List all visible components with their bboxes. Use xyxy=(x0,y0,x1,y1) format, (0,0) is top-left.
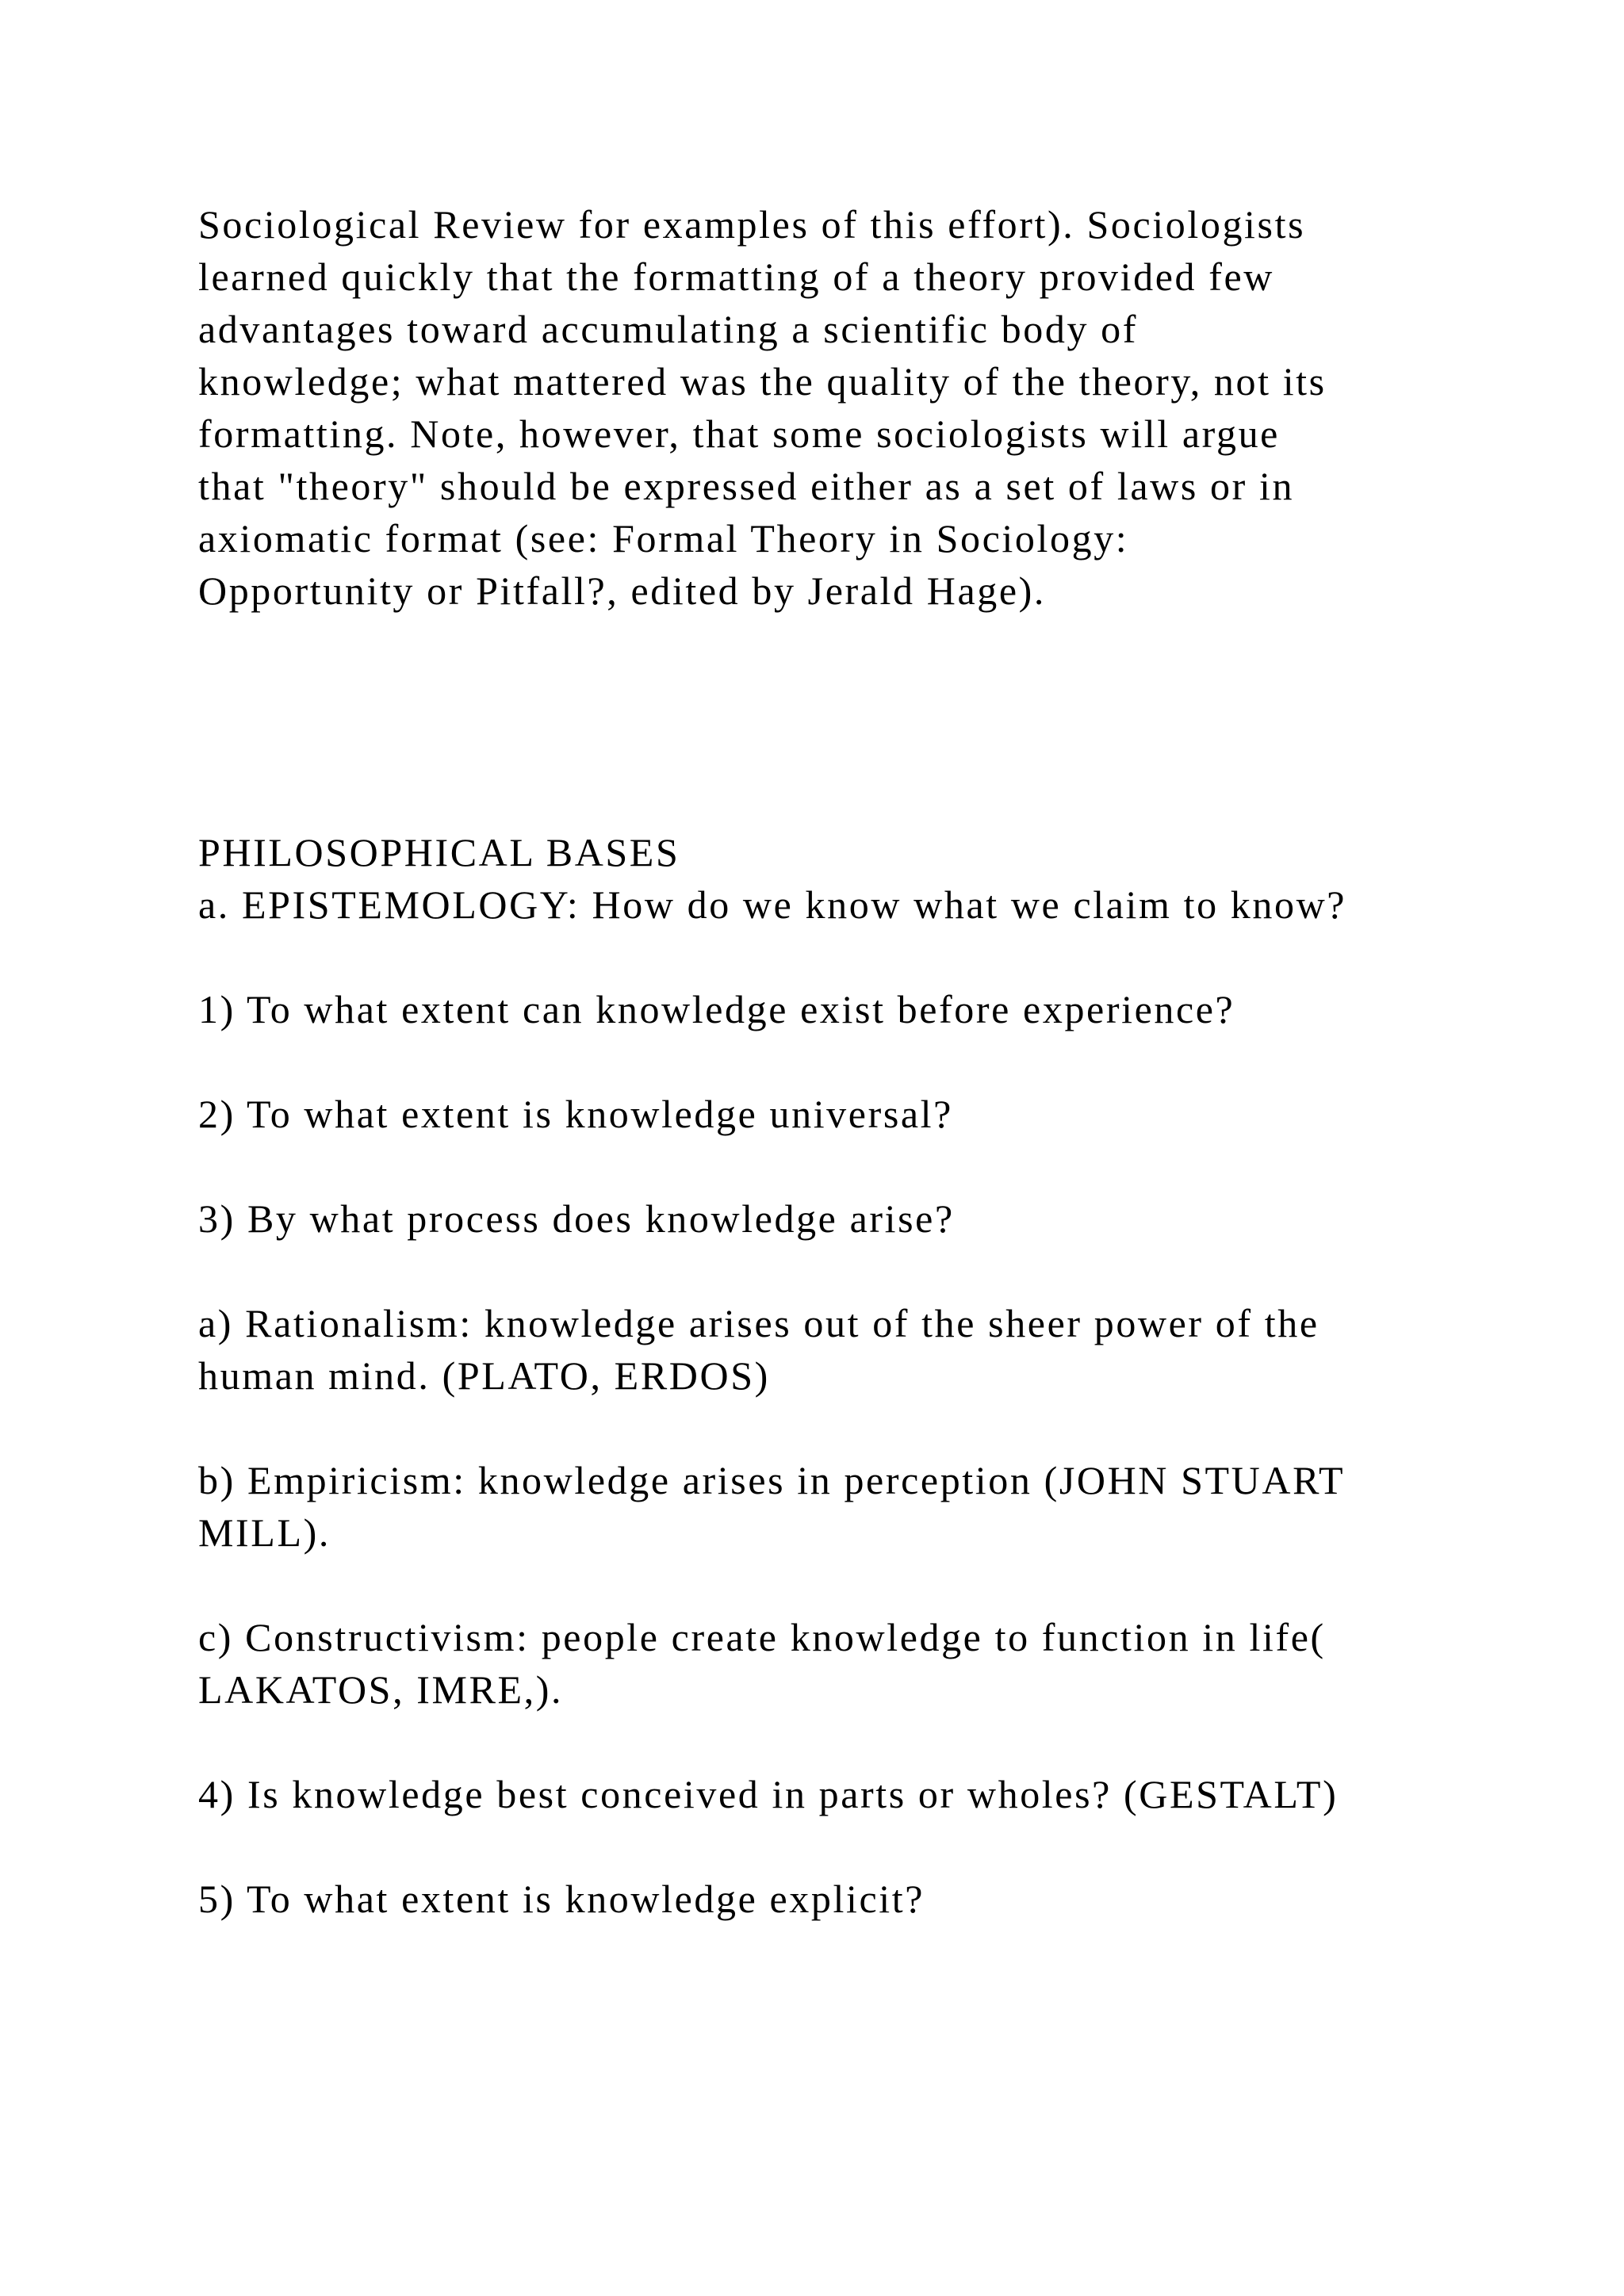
question-3: 3) By what process does knowledge arise? xyxy=(198,1196,955,1241)
paragraph-line: advantages toward accumulating a scientific body of xyxy=(198,307,1138,351)
empiricism-line: MILL). xyxy=(198,1510,331,1555)
paragraph-line: learned quickly that the formatting of a theory provided few xyxy=(198,254,1274,299)
constructivism-line: c) Constructivism: people create knowledge to function in life( xyxy=(198,1615,1326,1659)
paragraph-line: that "theory" should be expressed either as a set of laws or in xyxy=(198,464,1295,508)
paragraph-line: Sociological Review for examples of this effort). Sociologists xyxy=(198,202,1306,247)
constructivism-line: LAKATOS, IMRE,). xyxy=(198,1667,564,1712)
question-1: 1) To what extent can knowledge exist before experience? xyxy=(198,987,1235,1031)
rationalism-line: a) Rationalism: knowledge arises out of the sheer power of the xyxy=(198,1301,1320,1345)
rationalism-line: human mind. (PLATO, ERDOS) xyxy=(198,1353,770,1398)
empiricism-line: b) Empiricism: knowledge arises in perception (JOHN STUART xyxy=(198,1458,1346,1502)
section-heading: PHILOSOPHICAL BASES xyxy=(198,830,680,874)
question-4: 4) Is knowledge best conceived in parts or wholes? (GESTALT) xyxy=(198,1772,1339,1816)
paragraph-line: axiomatic format (see: Formal Theory in Sociology: xyxy=(198,516,1129,561)
question-5: 5) To what extent is knowledge explicit? xyxy=(198,1877,925,1921)
paragraph-line: formatting. Note, however, that some sociologists will argue xyxy=(198,411,1280,456)
paragraph-line: Opportunity or Pitfall?, edited by Jerald Hage). xyxy=(198,568,1046,613)
epistemology-subheading: a. EPISTEMOLOGY: How do we know what we claim to know? xyxy=(198,882,1347,927)
paragraph-line: knowledge; what mattered was the quality of the theory, not its xyxy=(198,359,1327,404)
question-2: 2) To what extent is knowledge universal? xyxy=(198,1092,953,1136)
